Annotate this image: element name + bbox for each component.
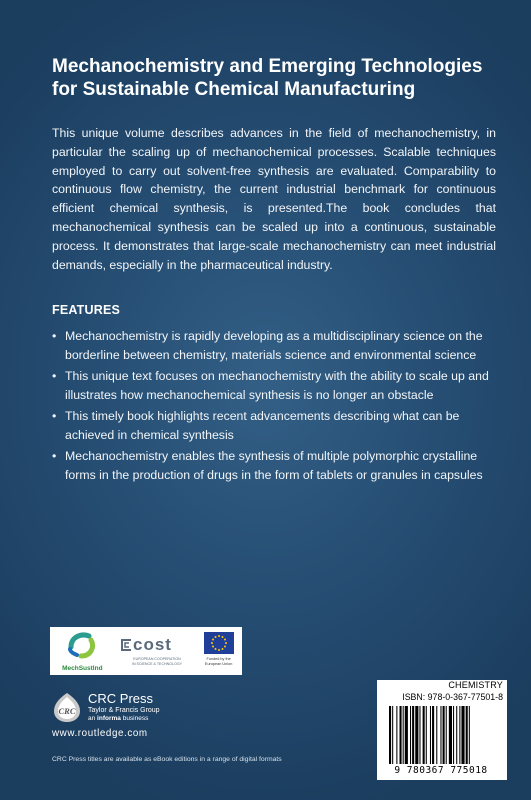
mechsustind-ring-icon (63, 631, 99, 659)
business-suffix: business (122, 715, 149, 722)
barcode-bar (453, 706, 454, 764)
barcode-bar (432, 706, 434, 764)
subject-category: CHEMISTRY (448, 680, 503, 690)
barcode-bar (459, 706, 460, 764)
business-prefix: an (88, 715, 96, 722)
publisher-block (88, 691, 160, 723)
barcode-bar (440, 706, 441, 764)
barcode-bar (456, 706, 457, 764)
barcode-box (377, 680, 507, 780)
eu-stars-icon (204, 632, 234, 654)
title-line-1: Mechanochemistry and Emerging Technologies (52, 56, 483, 77)
cost-subtitle-line-1: EUROPEAN COOPERATION (133, 657, 181, 661)
barcode-bar (396, 706, 397, 764)
book-title (52, 55, 492, 101)
barcode-bar (430, 706, 431, 764)
barcode-bar (412, 706, 414, 764)
mechsustind-label: MechSustInd (62, 665, 103, 672)
title-line-2: for Sustainable Chemical Manufacturing (52, 79, 416, 100)
barcode-bar (405, 706, 408, 764)
barcode-bar (466, 706, 468, 764)
barcode-digits: 9 780367 775018 (394, 765, 488, 776)
eu-subtitle-line-1: Funded by the (206, 657, 231, 661)
features-heading: FEATURES (52, 303, 121, 317)
features-list (52, 327, 498, 487)
barcode-bar (426, 706, 427, 764)
feature-item: • This unique text focuses on mechanochemistry with the ability to scale up and illustrates how mechanochemical synthesis is no longer an obstacle (52, 367, 498, 405)
eu-flag-icon (204, 632, 234, 654)
feature-item: • Mechanochemistry is rapidly developing as a multidisciplinary science on the borderline between chemistry, materials science and environmental science (52, 327, 498, 365)
isbn-label: ISBN: 978-0-367-77501-8 (402, 692, 503, 702)
publisher-name: CRC Press (88, 691, 154, 706)
barcode-bar (436, 706, 437, 764)
cost-word: cost (132, 635, 172, 654)
business-name: informa (97, 715, 121, 722)
cost-logo (119, 631, 191, 671)
crc-press-logo-icon (52, 691, 82, 723)
barcode-bar (423, 706, 425, 764)
cost-subtitle (123, 657, 191, 666)
barcode-bar (415, 706, 418, 764)
feature-item: • This timely book highlights recent advancements describing what can be achieved in chemical synthesis (52, 407, 498, 445)
barcode-bar (443, 706, 445, 764)
cost-mark-icon (119, 638, 133, 652)
barcode-bar (446, 706, 447, 764)
barcode-bar (419, 706, 420, 764)
barcode-bar (410, 706, 411, 764)
barcode-bar (469, 706, 470, 764)
eu-subtitle-line-2: European Union (204, 661, 233, 666)
cost-subtitle-line-2: IN SCIENCE & TECHNOLOGY (131, 661, 183, 666)
eu-subtitle (200, 657, 238, 666)
publisher-business (88, 715, 160, 723)
barcode-bar (461, 706, 464, 764)
barcode-bar (403, 706, 404, 764)
funder-logos (50, 627, 242, 675)
barcode-bar (389, 706, 391, 764)
barcode-bar (449, 706, 452, 764)
feature-item: • Mechanochemistry enables the synthesis of multiple polymorphic crystalline forms in the production of drugs in the form of tablets or granules in capsules (52, 447, 498, 485)
publisher-url[interactable]: www.routledge.com (52, 728, 148, 739)
publisher-group: Taylor & Francis Group (88, 707, 160, 714)
eu-logo (200, 630, 238, 672)
book-description: This unique volume describes advances in the field of mechanochemistry, in particular the scaling up of mechanochemical processes. Scalable techniques employed to carry out solvent-free synthesis are evaluated. Comparability to continuous flow chemistry, the current industrial benchmark for continuous efficient chemical synthesis, is presented.The book concludes that mechanochemical synthesis can be scaled up into a continuous, sustainable process. It demonstrates that large-scale mechanochemistry can meet industrial demands, especially in the pharmaceutical industry. (52, 126, 496, 272)
crc-logo-text: CRC (58, 706, 76, 716)
ebook-note: CRC Press titles are available as eBook editions in a range of digital formats (52, 756, 282, 763)
barcode-bar (400, 706, 402, 764)
barcode-bar (392, 706, 393, 764)
mechsustind-logo (54, 630, 110, 672)
barcode-icon (387, 706, 501, 764)
